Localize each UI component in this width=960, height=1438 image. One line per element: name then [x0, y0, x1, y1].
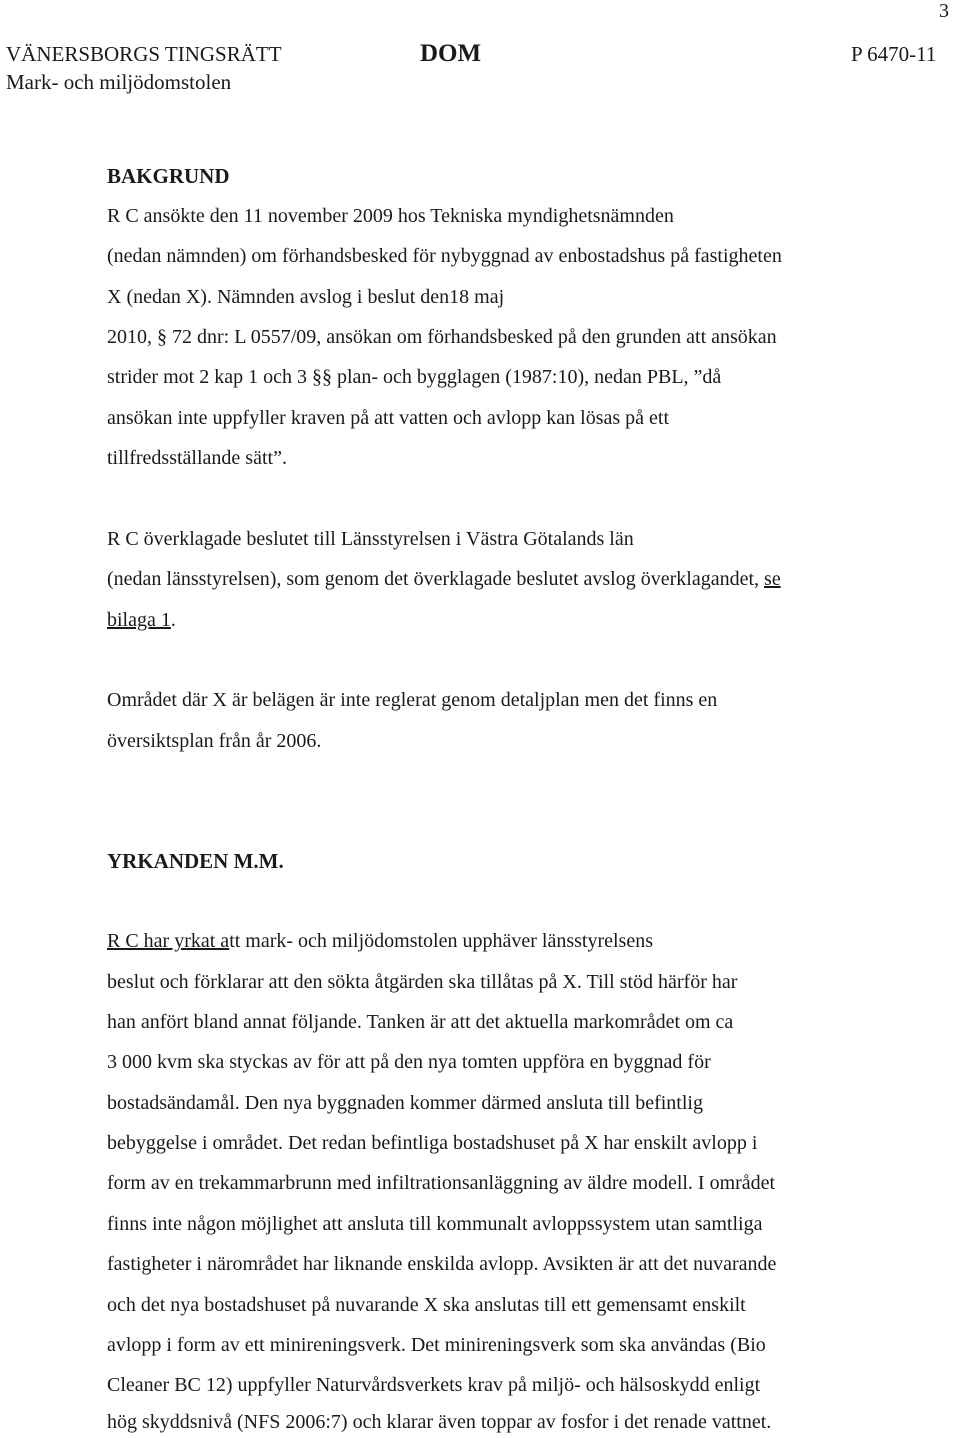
claims-line: bostadsändamål. Den nya byggnaden kommer därmed ansluta till befintlig [107, 1092, 703, 1114]
court-name: VÄNERSBORGS TINGSRÄTT [6, 42, 282, 66]
claims-line: och det nya bostadshuset på nuvarande X ska anslutas till ett gemensamt enskilt [107, 1294, 746, 1316]
background-p2-line [107, 568, 781, 591]
claims-line: fastigheter i närområdet har liknande enskilda avlopp. Avsikten är att det nuvarande [107, 1253, 777, 1275]
background-p1-line: R C ansökte den 11 november 2009 hos Tekniska myndighetsnämnden [107, 205, 674, 227]
background-p1-line: X (nedan X). Nämnden avslog i beslut den18 maj [107, 286, 505, 308]
claims-line: bebyggelse i området. Det redan befintliga bostadshuset på X har enskilt avlopp i [107, 1132, 758, 1154]
claims-line: han anfört bland annat följande. Tanken är att det aktuella markområdet om ca [107, 1011, 734, 1033]
background-p2-line [107, 609, 176, 632]
claims-line: avlopp i form av ett minireningsverk. Det minireningsverk som ska användas (Bio [107, 1334, 766, 1356]
claims-line: beslut och förklarar att den sökta åtgärden ska tillåtas på X. Till stöd härför har [107, 971, 738, 993]
section-heading-background: BAKGRUND [107, 164, 230, 188]
background-p1-line: ansökan inte uppfyller kraven på att vatten och avlopp kan lösas på ett [107, 407, 670, 429]
background-p1-line: tillfredsställande sätt”. [107, 447, 287, 469]
claims-line: form av en trekammarbrunn med infiltrationsanläggning av äldre modell. I området [107, 1172, 776, 1194]
page-number: 3 [939, 0, 949, 22]
background-p1-line: (nedan nämnden) om förhandsbesked för nybyggnad av enbostadshus på fastigheten [107, 245, 782, 267]
background-p2-line: R C överklagade beslutet till Länsstyrelsen i Västra Götalands län [107, 528, 634, 550]
claims-line: 3 000 kvm ska styckas av för att på den nya tomten uppföra en byggnad för [107, 1051, 711, 1073]
attachment-1-link[interactable]: bilaga 1 [107, 609, 171, 631]
document-type: DOM [420, 40, 482, 67]
background-p2-text: (nedan länsstyrelsen), som genom det överklagade beslutet avslog överklagandet, [107, 568, 765, 590]
background-p1-line: strider mot 2 kap 1 och 3 §§ plan- och bygglagen (1987:10), nedan PBL, ”då [107, 366, 722, 388]
background-p1-line: 2010, § 72 dnr: L 0557/09, ansökan om förhandsbesked på den grunden att ansökan [107, 326, 777, 348]
claims-line: finns inte någon möjlighet att ansluta till kommunalt avloppssystem utan samtliga [107, 1213, 763, 1235]
court-department: Mark- och miljödomstolen [6, 70, 232, 94]
claims-line: hög skyddsnivå (NFS 2006:7) och klarar även toppar av fosfor i det renade vattnet. [107, 1411, 772, 1433]
background-p3-line: översiktsplan från år 2006. [107, 730, 322, 752]
claims-text: tt mark- och miljödomstolen upphäver länsstyrelsens [229, 930, 653, 952]
claims-line: Cleaner BC 12) uppfyller Naturvårdsverkets krav på miljö- och hälsoskydd enligt [107, 1374, 761, 1396]
case-number: P 6470-11 [851, 42, 937, 66]
claims-underlined-text: R C har yrkat a [107, 930, 230, 952]
background-p2-tail: . [170, 609, 176, 631]
claims-line [107, 930, 653, 953]
attachment-reference-link[interactable]: se [764, 568, 781, 590]
section-heading-claims: YRKANDEN M.M. [107, 849, 284, 873]
background-p3-line: Området där X är belägen är inte reglerat genom detaljplan men det finns en [107, 689, 718, 711]
